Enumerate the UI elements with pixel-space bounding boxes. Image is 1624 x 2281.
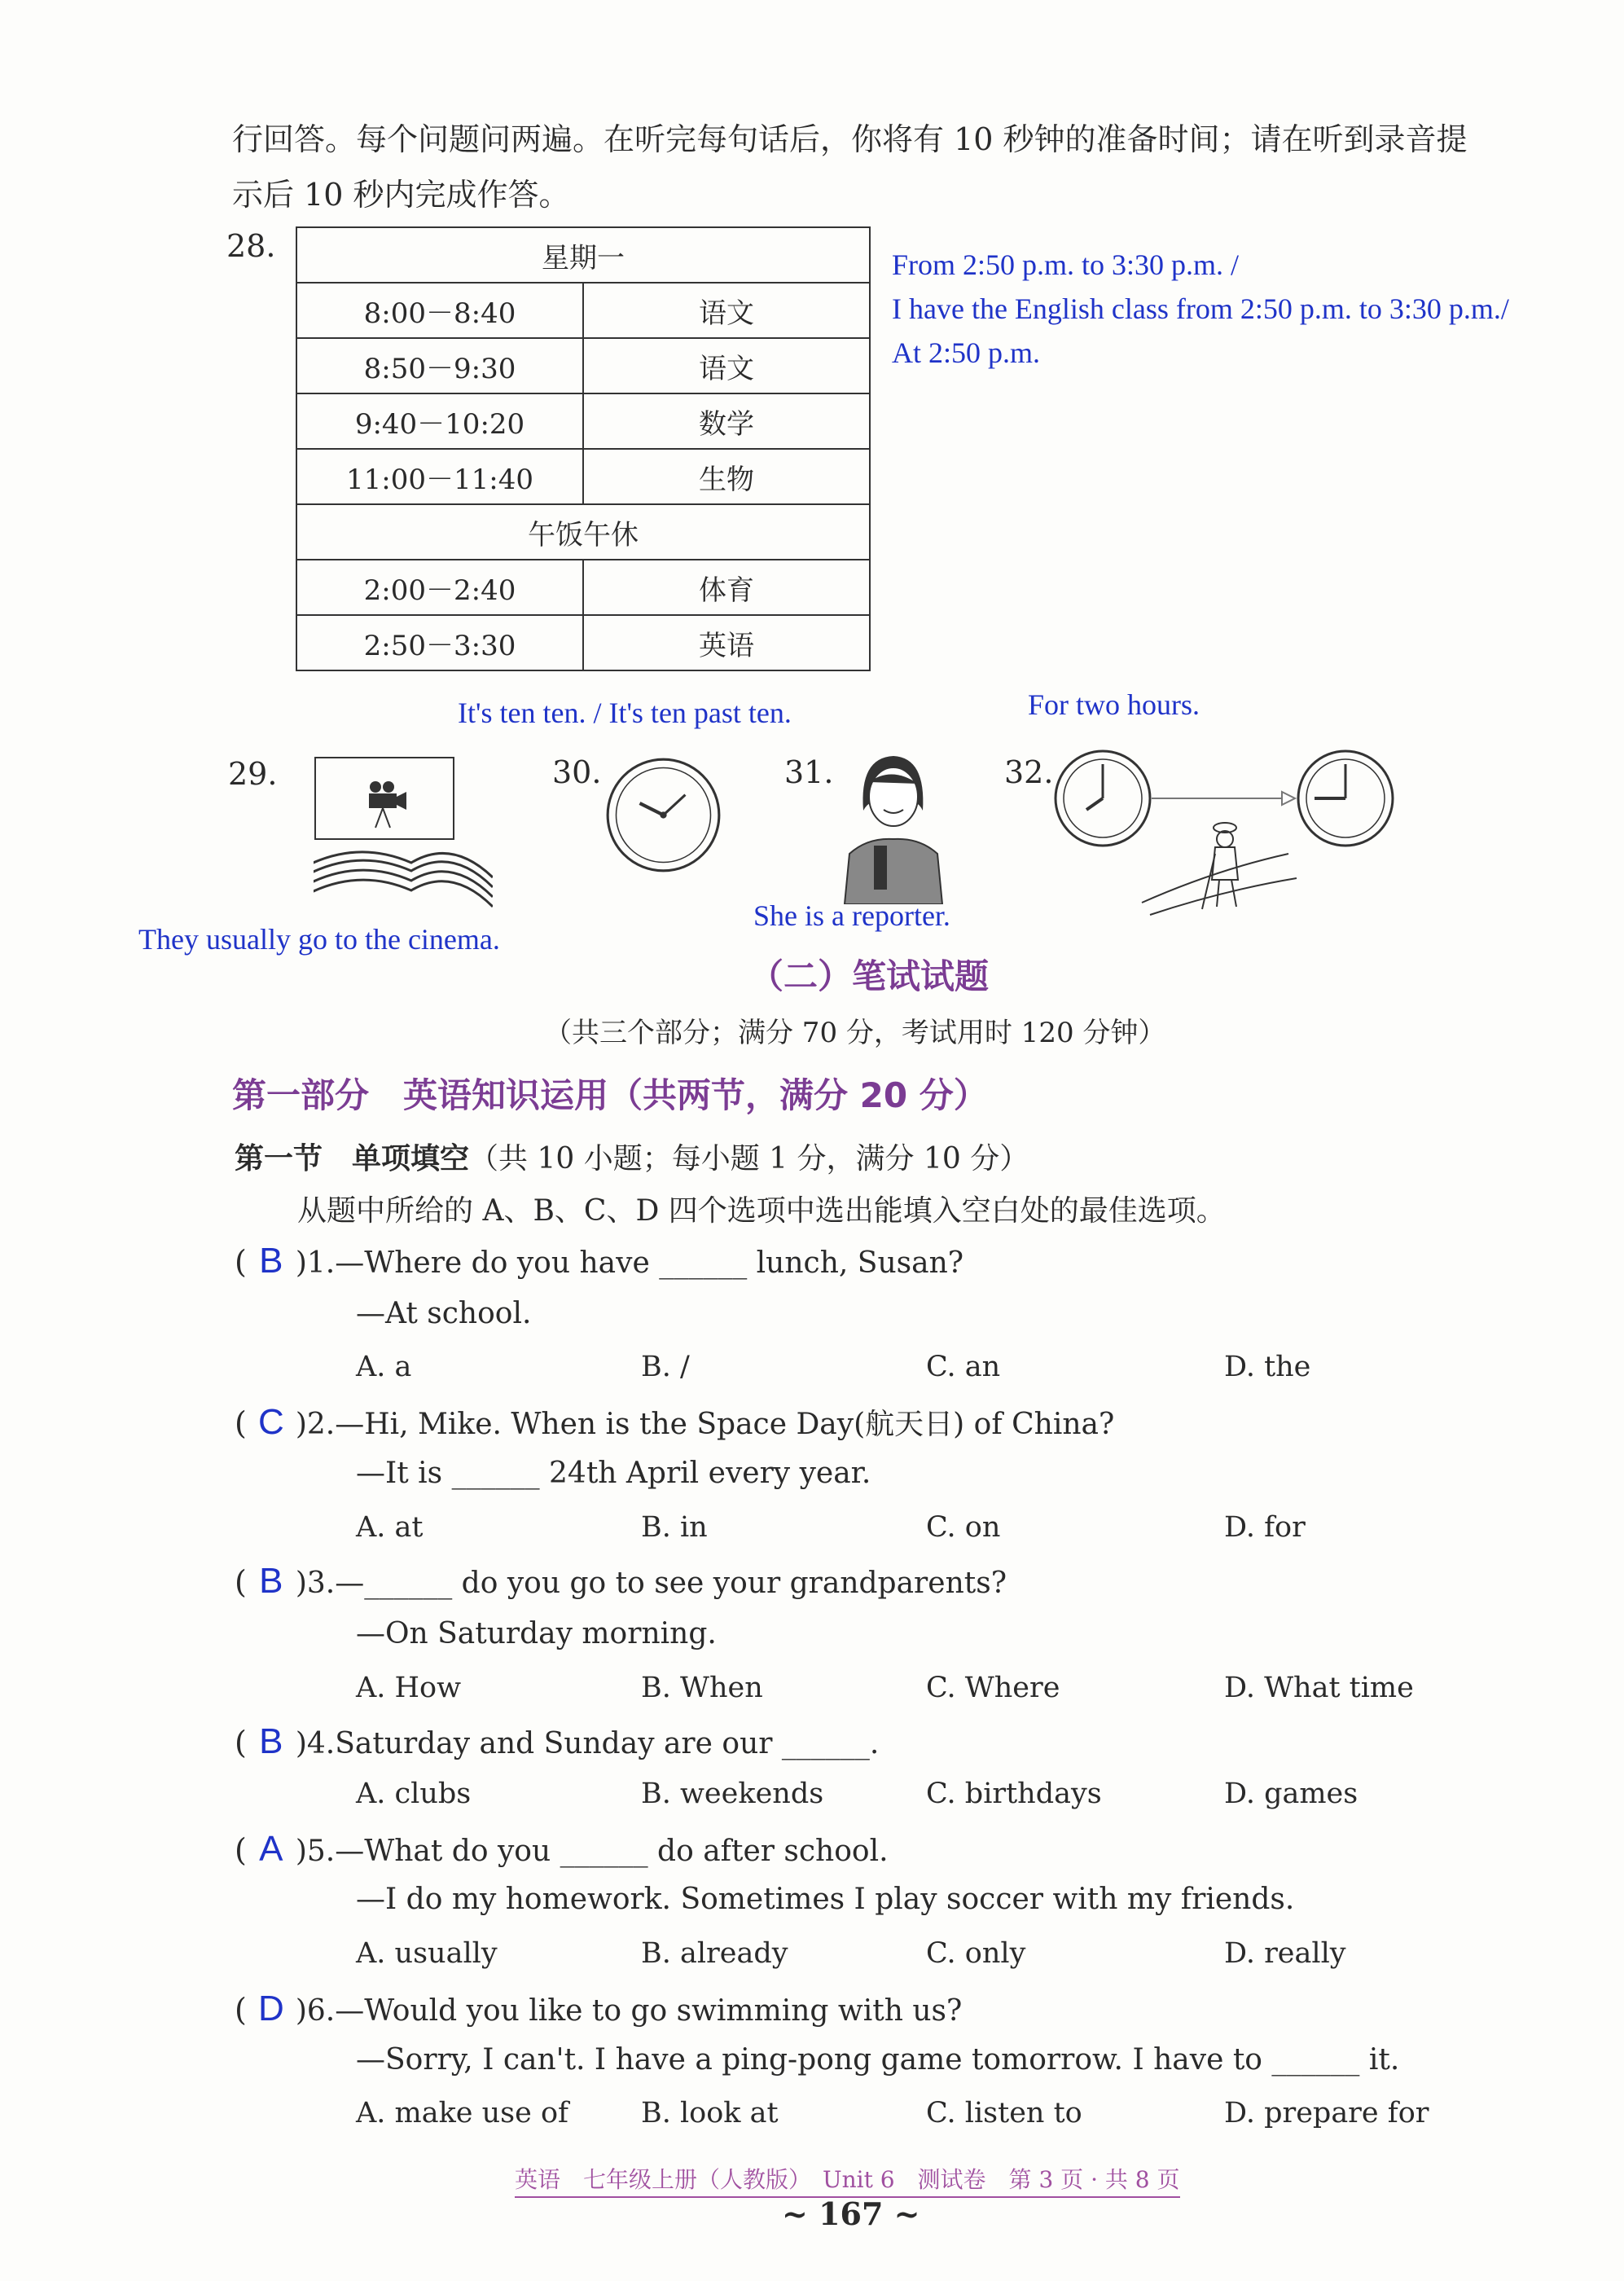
q30-answer: It's ten ten. / It's ten past ten. (458, 697, 792, 729)
option-a: A. How (356, 1672, 462, 1704)
question-line2: —I do my homework. Sometimes I play soccer with my friends. (356, 1883, 1295, 1916)
q28-answer-line: At 2:50 p.m. (892, 336, 1041, 369)
table-cell-subject: 生物 (583, 449, 870, 504)
option-c: C. on (926, 1511, 1001, 1544)
table-row (296, 615, 870, 670)
answer-letter: C (257, 1402, 284, 1442)
question-number: )6. (295, 1994, 336, 2028)
table-cell-time: 8:00－8:40 (296, 283, 583, 338)
q28-answer-line: From 2:50 p.m. to 3:30 p.m. / (892, 248, 1240, 281)
q29-answer: They usually go to the cinema. (138, 923, 500, 956)
reporter-picture (835, 749, 949, 904)
option-b: B. in (641, 1511, 708, 1544)
option-b: B. weekends (641, 1778, 824, 1810)
worker-icon (1142, 823, 1297, 915)
intro-line-2: 示后 10 秒内完成作答。 (232, 177, 570, 213)
work-hours-picture (1052, 748, 1394, 919)
option-d: D. for (1224, 1511, 1306, 1544)
intro-line-1: 行回答。每个问题问两遍。在听完每句话后，你将有 10 秒钟的准备时间；请在听到录音提 (232, 121, 1468, 157)
page-number: ~ 167 ~ (782, 2195, 920, 2232)
option-a: A. at (356, 1511, 424, 1544)
option-b: B. already (641, 1937, 788, 1970)
option-d: D. games (1224, 1778, 1358, 1810)
question-number: )2. (295, 1408, 336, 1441)
question-stem: —Where do you have ______ lunch, Susan? (335, 1246, 964, 1280)
clock-icon (1056, 751, 1150, 846)
table-lunch-row: 午饭午休 (296, 504, 870, 560)
clock-icon (604, 756, 722, 874)
option-d: D. really (1224, 1937, 1346, 1970)
clock-icon (1298, 751, 1393, 846)
question-stem: —What do you ______ do after school. (335, 1835, 889, 1868)
cinema-seats-icon (314, 852, 493, 911)
option-c: C. birthdays (926, 1778, 1102, 1810)
q31-answer: She is a reporter. (753, 899, 950, 932)
section1-heading (235, 1136, 1029, 1177)
question-number: )5. (295, 1835, 336, 1868)
option-c: C. Where (926, 1672, 1060, 1704)
option-c: C. listen to (926, 2097, 1082, 2129)
table-row (296, 393, 870, 449)
instruction: 从题中所给的 A、B、C、D 四个选项中选出能填入空白处的最佳选项。 (297, 1194, 1226, 1228)
table-cell-time: 9:40－10:20 (296, 393, 583, 449)
microphone-icon (874, 846, 887, 890)
schedule-table (296, 226, 871, 671)
question-line2: —Sorry, I can't. I have a ping-pong game tomorrow. I have to ______ it. (356, 2043, 1400, 2077)
q30-number: 30. (552, 754, 602, 790)
question-5: ( A )5.—What do you ______ do after school. (235, 1829, 889, 1869)
table-cell-time: 11:00－11:40 (296, 449, 583, 504)
section1-info: （共 10 小题；每小题 1 分，满分 10 分） (469, 1142, 1029, 1176)
question-1: ( B )1.—Where do you have ______ lunch, Susan? (235, 1241, 964, 1281)
q31-number: 31. (784, 754, 834, 790)
question-stem: —Hi, Mike. When is the Space Day(航天日) of China? (335, 1408, 1115, 1441)
table-cell-time: 2:50－3:30 (296, 615, 583, 670)
option-c: C. an (926, 1351, 1001, 1383)
answer-letter: B (259, 1241, 283, 1281)
answer-letter: D (257, 1989, 284, 2028)
table-cell-subject: 体育 (583, 560, 870, 615)
q28-answer-line: I have the English class from 2:50 p.m. to 3:30 p.m./ (892, 292, 1509, 325)
question-stem: —______ do you go to see your grandparents? (335, 1567, 1007, 1600)
question-2: ( C )2.—Hi, Mike. When is the Space Day(航天日) of China? (235, 1402, 1115, 1442)
question-6: ( D )6.—Would you like to go swimming with us? (235, 1989, 963, 2028)
q32-number: 32. (1004, 754, 1054, 790)
table-row (296, 338, 870, 393)
option-a: A. a (356, 1351, 412, 1383)
option-b: B. / (641, 1351, 690, 1383)
answer-letter: B (259, 1721, 283, 1761)
question-3: ( B )3.—______ do you go to see your grandparents? (235, 1561, 1007, 1601)
q28-answer (892, 243, 1509, 375)
question-line2: —At school. (356, 1297, 532, 1330)
table-cell-subject: 英语 (583, 615, 870, 670)
cinema-picture (314, 756, 493, 919)
table-row (296, 283, 870, 338)
projector-icon (369, 781, 406, 828)
table-cell-time: 8:50－9:30 (296, 338, 583, 393)
answer-letter: B (259, 1561, 283, 1601)
option-a: A. usually (356, 1937, 498, 1970)
table-header: 星期一 (296, 227, 870, 283)
option-a: A. clubs (356, 1778, 472, 1810)
option-b: B. When (641, 1672, 763, 1704)
option-d: D. prepare for (1224, 2097, 1429, 2129)
question-number: )4. (295, 1727, 336, 1760)
table-cell-time: 2:00－2:40 (296, 560, 583, 615)
option-c: C. only (926, 1937, 1026, 1970)
table-cell-subject: 数学 (583, 393, 870, 449)
table-cell-subject: 语文 (583, 283, 870, 338)
question-number: )1. (295, 1246, 336, 1280)
option-b: B. look at (641, 2097, 779, 2129)
q28-number: 28. (226, 228, 276, 264)
option-d: D. What time (1224, 1672, 1414, 1704)
footer-line: 英语 七年级上册（人教版） Unit 6 测试卷 第 3 页 · 共 8 页 (515, 2162, 1180, 2198)
option-a: A. make use of (356, 2097, 568, 2129)
answer-letter: A (259, 1829, 283, 1869)
table-row (296, 560, 870, 615)
question-stem: Saturday and Sunday are our ______. (335, 1727, 880, 1760)
question-stem: —Would you like to go swimming with us? (335, 1994, 963, 2028)
question-line2: —It is ______ 24th April every year. (356, 1457, 871, 1490)
question-number: )3. (295, 1567, 336, 1600)
written-title: （二）笔试试题 (749, 956, 990, 996)
section1-label: 第一节 单项填空 (235, 1142, 470, 1176)
table-cell-subject: 语文 (583, 338, 870, 393)
q32-answer: For two hours. (1028, 688, 1200, 721)
written-subtitle: （共三个部分；满分 70 分，考试用时 120 分钟） (544, 1017, 1166, 1049)
q29-number: 29. (228, 756, 278, 792)
question-line2: —On Saturday morning. (356, 1617, 717, 1650)
part1-heading: 第一部分 英语知识运用（共两节，满分 20 分） (232, 1075, 988, 1115)
option-d: D. the (1224, 1351, 1311, 1383)
table-row (296, 449, 870, 504)
question-4: ( B )4.Saturday and Sunday are our ______. (235, 1721, 880, 1761)
